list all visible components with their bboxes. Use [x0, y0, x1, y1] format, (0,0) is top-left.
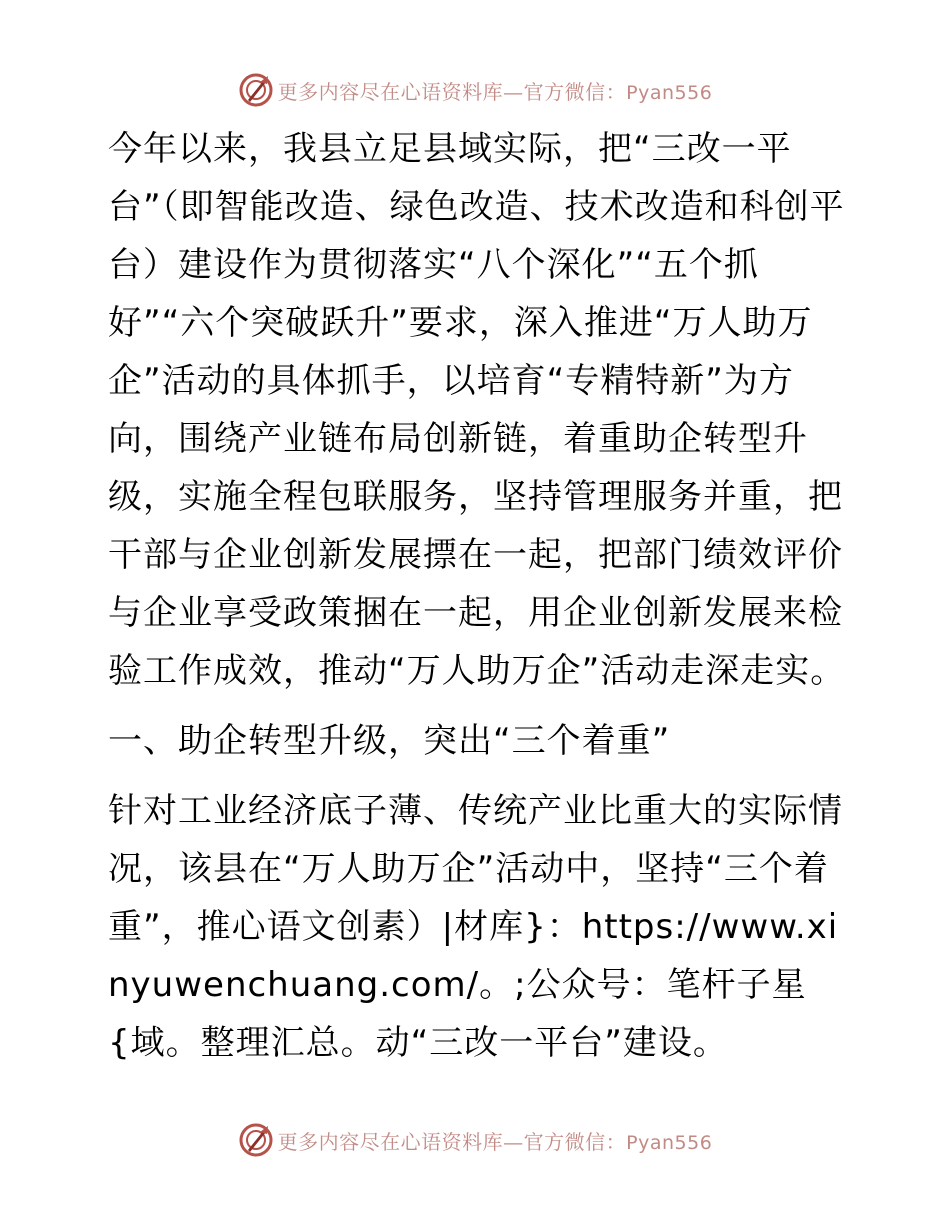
- section-paragraph: 针对工业经济底子薄、传统产业比重大的实际情况，该县在“万人助万企”活动中，坚持“三个着重”，推心语文创素）|材库}：https://www.xinyuwenchuang.com/。;公众号：笔杆子星{域。整理汇总。动“三改一平台”建设。: [108, 791, 843, 1063]
- quill-logo-icon: [238, 1122, 274, 1158]
- quill-logo-icon: [238, 72, 274, 108]
- header-banner-text: [278, 76, 713, 105]
- banner-wechat-label: 官方微信：: [523, 79, 627, 104]
- banner-wechat-label: 官方微信：: [523, 1129, 627, 1154]
- document-body: [98, 120, 850, 1072]
- banner-main-text: 更多内容尽在心语资料库: [277, 1129, 504, 1154]
- header-banner-inner: [238, 72, 713, 108]
- footer-banner-text: [278, 1126, 713, 1155]
- footer-banner: [0, 1120, 950, 1160]
- banner-main-text: 更多内容尽在心语资料库: [277, 79, 504, 104]
- banner-wechat-id: Pyan556: [626, 81, 713, 104]
- footer-banner-inner: [238, 1122, 713, 1158]
- banner-separator: —: [503, 1129, 524, 1154]
- intro-paragraph: 今年以来，我县立足县域实际，把“三改一平台”（即智能改造、绿色改造、技术改造和科创平台）建设作为贯彻落实“八个深化”“五个抓好”“六个突破跃升”要求，深入推进“万人助万企”活动的具体抓手，以培育“专精特新”为方向，围绕产业链布局创新链，着重助企转型升级，实施全程包联服务，坚持管理服务并重，把干部与企业创新发展摽在一起，把部门绩效评价与企业享受政策捆在一起，用企业创新发展来检验工作成效，推动“万人助万企”活动走深走实。: [108, 129, 846, 691]
- banner-wechat-id: Pyan556: [626, 1131, 713, 1154]
- banner-separator: —: [503, 79, 524, 104]
- section-heading: 一、助企转型升级，突出“三个着重”: [108, 721, 671, 761]
- header-banner: [0, 70, 950, 110]
